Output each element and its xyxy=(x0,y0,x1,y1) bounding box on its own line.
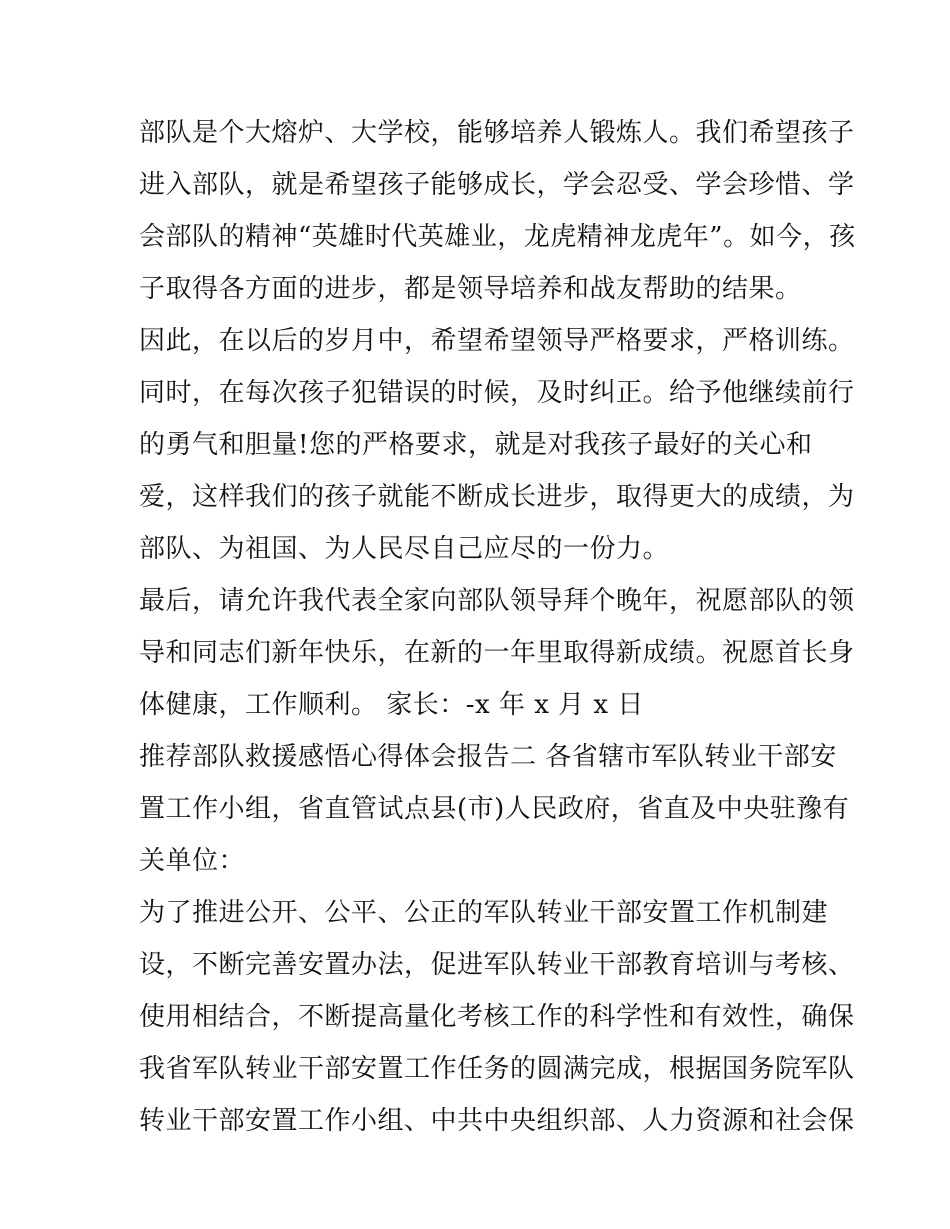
text-line: 置工作小组，省直管试点县(市)人民政府，省直及中央驻豫有 xyxy=(139,794,850,824)
text-line: 部队是个大熔炉、大学校，能够培养人锻炼人。我们希望孩子 xyxy=(139,118,855,148)
text-line: 会部队的精神“英雄时代英雄业，龙虎精神龙虎年”。如今，孩 xyxy=(139,222,856,252)
text-line: 转业干部安置工作小组、中共中央组织部、人力资源和社会保 xyxy=(139,1106,855,1136)
text-line: 同时，在每次孩子犯错误的时候，及时纠正。给予他继续前行 xyxy=(139,378,855,408)
text-line: 进入部队，就是希望孩子能够成长，学会忍受、学会珍惜、学 xyxy=(139,170,855,200)
text-line: 为了推进公开、公平、公正的军队转业干部安置工作机制建 xyxy=(139,898,829,928)
text-line: 子取得各方面的进步，都是领导培养和战友帮助的结果。 xyxy=(139,274,802,304)
text-line: 设，不断完善安置办法，促进军队转业干部教育培训与考核、 xyxy=(139,950,855,980)
text-line: 的勇气和胆量!您的严格要求，就是对我孩子最好的关心和 xyxy=(139,430,813,460)
text-line: 体健康，工作顺利。 家长：-x 年 x 月 x 日 xyxy=(139,690,644,720)
text-line: 导和同志们新年快乐，在新的一年里取得新成绩。祝愿首长身 xyxy=(139,638,855,668)
text-line: 部队、为祖国、为人民尽自己应尽的一份力。 xyxy=(139,534,670,564)
text-line: 最后，请允许我代表全家向部队领导拜个晚年，祝愿部队的领 xyxy=(139,586,855,616)
text-line: 因此，在以后的岁月中，希望希望领导严格要求，严格训练。 xyxy=(139,326,855,356)
text-line: 推荐部队救援感悟心得体会报告二 各省辖市军队转业干部安 xyxy=(139,742,837,772)
text-line: 爱，这样我们的孩子就能不断成长进步，取得更大的成绩，为 xyxy=(139,482,855,512)
text-line: 关单位： xyxy=(139,846,246,876)
text-line: 我省军队转业干部安置工作任务的圆满完成，根据国务院军队 xyxy=(139,1054,855,1084)
document-body xyxy=(139,107,856,1147)
text-line: 使用相结合，不断提高量化考核工作的科学性和有效性，确保 xyxy=(139,1002,855,1032)
